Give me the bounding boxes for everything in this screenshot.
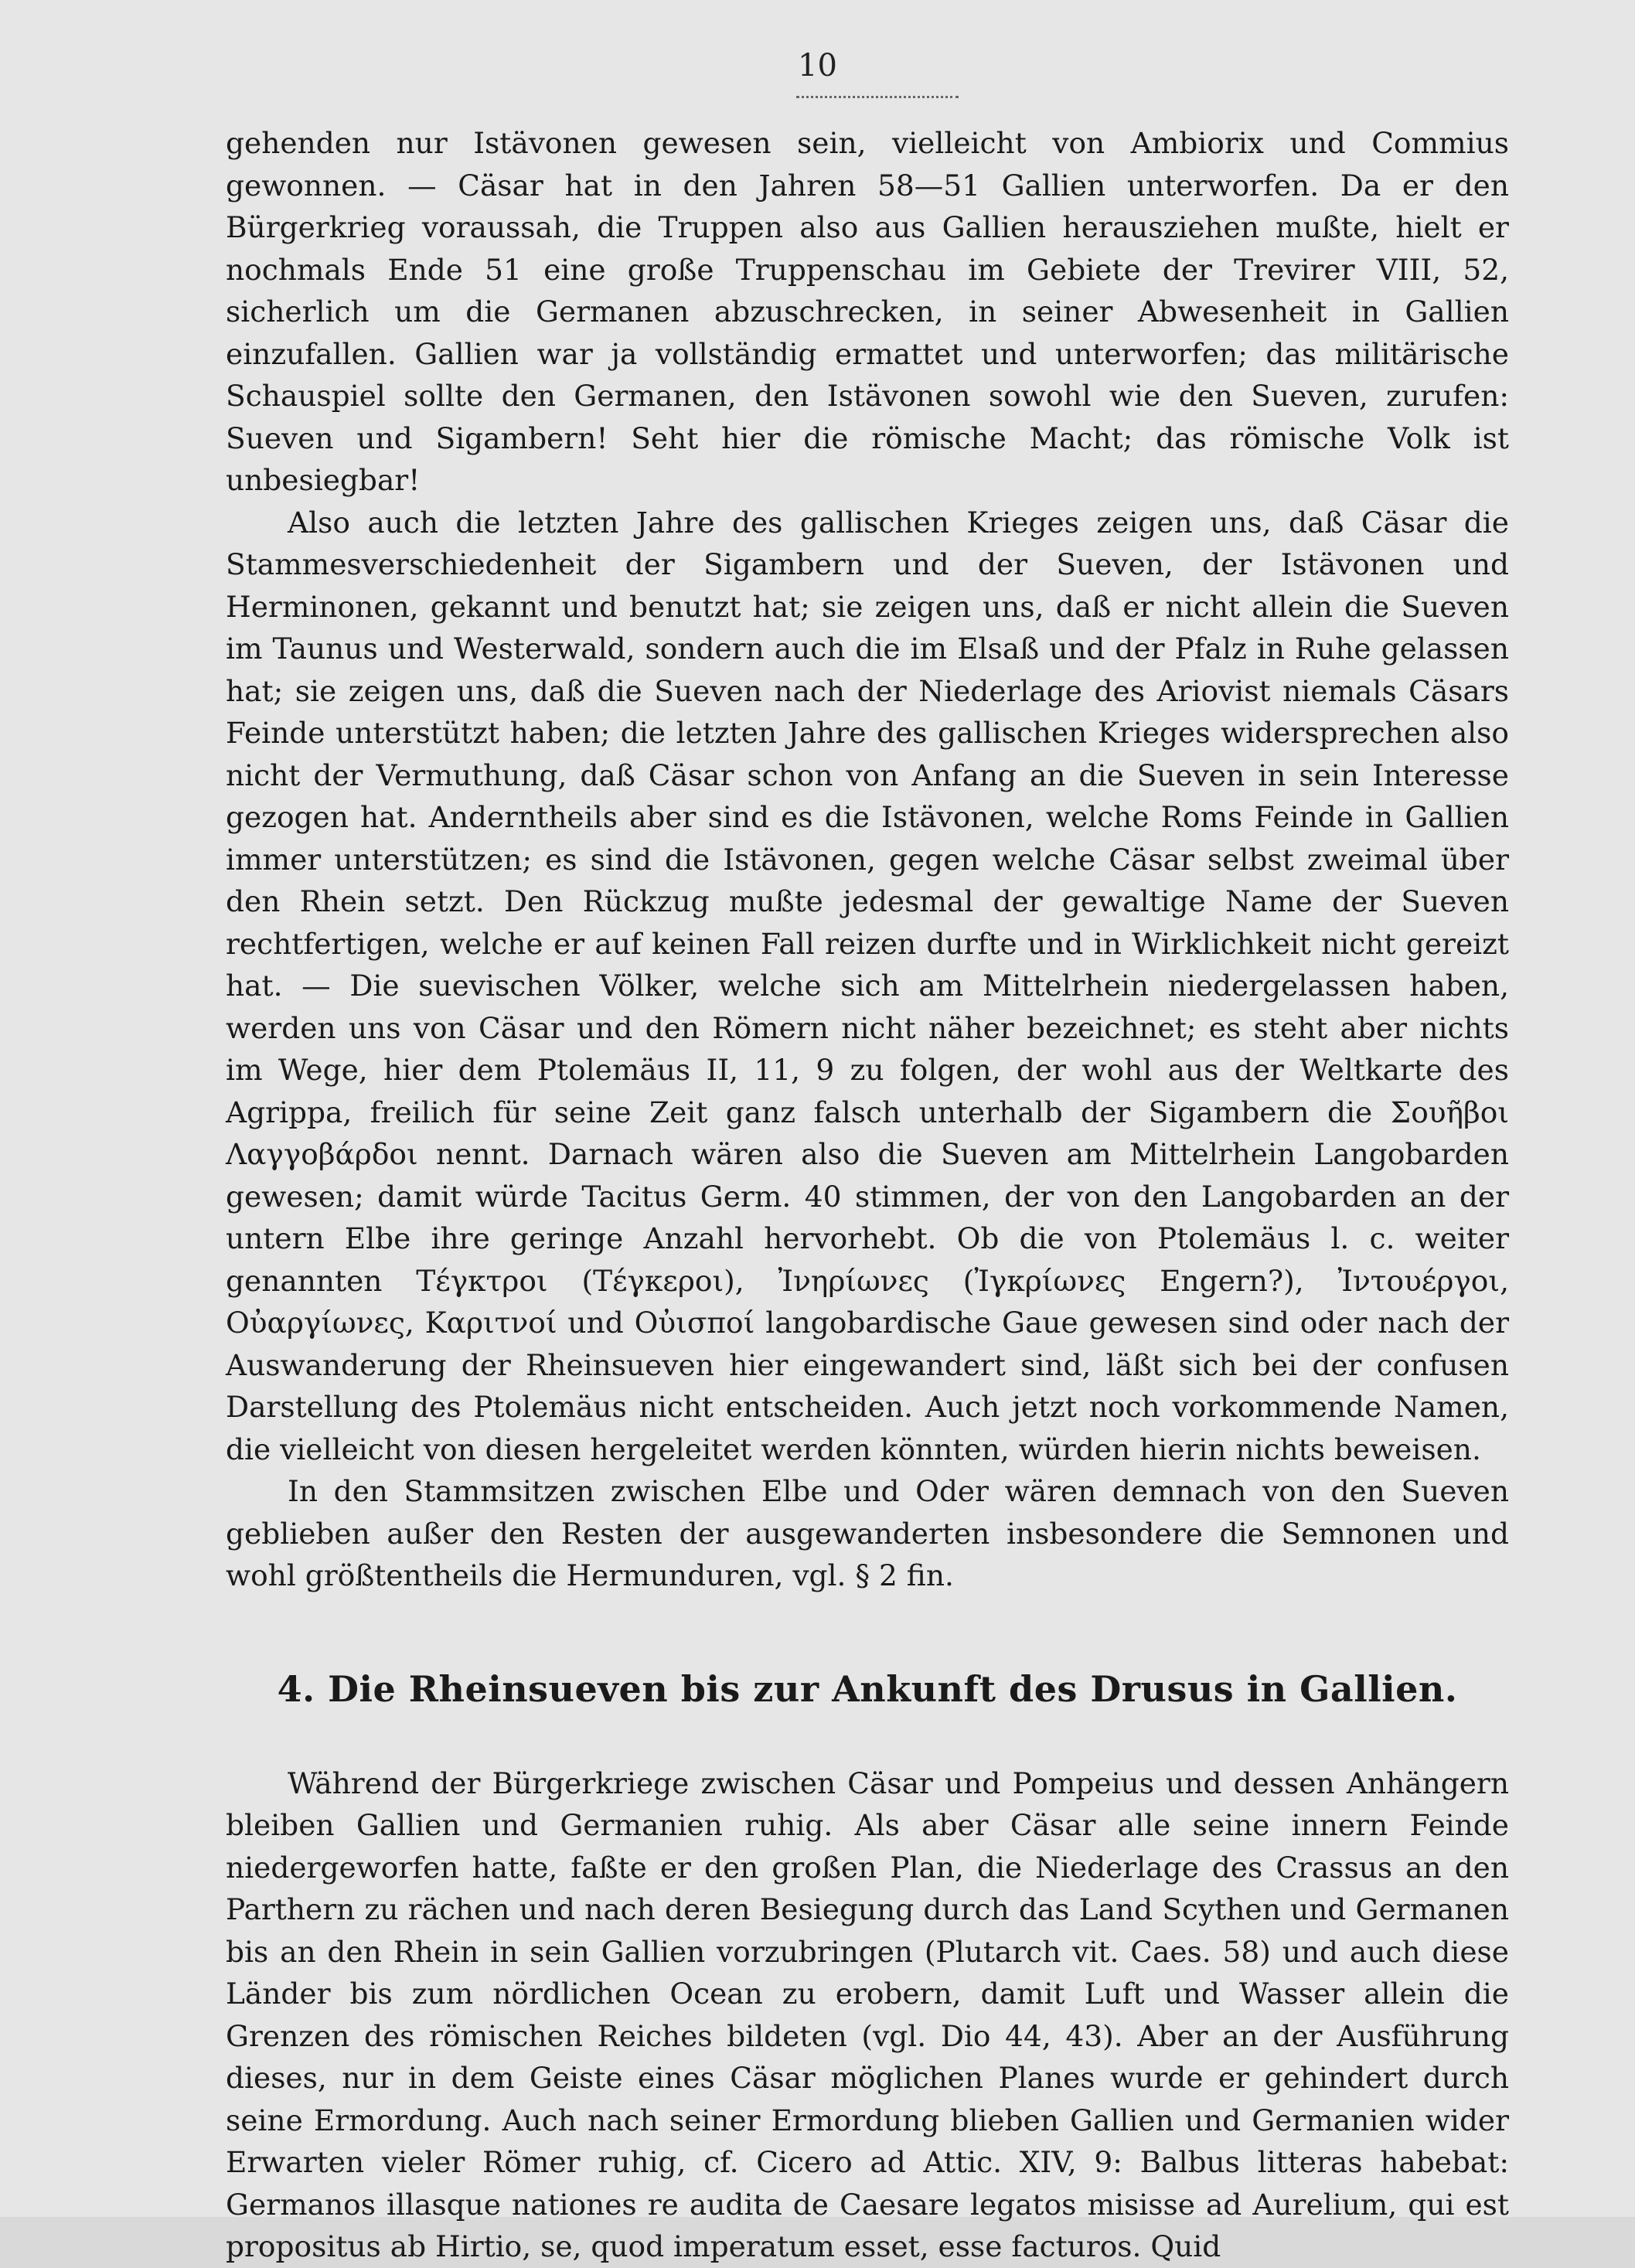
paragraph-3: In den Stammsitzen zwischen Elbe und Oder wären demnach von den Sueven geblieben außer den Resten der ausgewanderten insbesondere die Semnonen und wohl größtentheils die Hermunduren, vgl. § 2 fin. bbox=[226, 1474, 1509, 1592]
section-paragraph-1: Während der Bürgerkriege zwischen Cäsar und Pompeius und dessen Anhängern bleiben Gallien und Germanien ruhig. Als aber Cäsar alle seine innern Feinde niedergeworfen hatte, faßte er den großen Plan, die Niederlage des Crassus an den Parthern zu rächen und nach deren Besiegung durch das Land Scythen und Germanen bis an den Rhein in sein Gallien vorzubringen (Plutarch vit. Caes. 58) und auch diese Länder bis zum nördlichen Ocean zu erobern, damit Luft und Wasser allein die Grenzen des römischen Reiches bildeten (vgl. Dio 44, 43). Aber an der Ausführung dieses, nur in dem Geiste eines Cäsar möglichen Planes wurde er gehindert durch seine Ermordung. Auch nach seiner Ermordung blieben Gallien und Germanien wider Erwarten vieler Römer ruhig, cf. Cicero ad Attic. XIV, 9: Balbus litteras habebat: Germanos illasque nationes re audita de Caesare legatos misisse ad Aurelium, qui est propositus ab Hirtio, se, quod imperatum esset, esse facturos. Quid bbox=[226, 1766, 1509, 2263]
section-heading: 4. Die Rheinsueven bis zur Ankunft des Drusus in Gallien. bbox=[277, 1667, 1458, 1710]
paragraph-2: Also auch die letzten Jahre des gallischen Krieges zeigen uns, daß Cäsar die Stammesverschiedenheit der Sigambern und der Sueven, der Istävonen und Herminonen, gekannt und benutzt hat; sie zeigen uns, daß er nicht allein die Sueven im Taunus und Westerwald, sondern auch die im Elsaß und der Pfalz in Ruhe gelassen hat; sie zeigen uns, daß die Sueven nach der Niederlage des Ariovist niemals Cäsars Feinde unterstützt haben; die letzten Jahre des gallischen Krieges widersprechen also nicht der Vermuthung, daß Cäsar schon von Anfang an die Sueven in sein Interesse gezogen hat. Anderntheils aber sind es die Istävonen, welche Roms Feinde in Gallien immer unterstützen; es sind die Istävonen, gegen welche Cäsar selbst zweimal über den Rhein setzt. Den Rückzug mußte jedesmal der gewaltige Name der Sueven rechtfertigen, welche er auf keinen Fall reizen durfte und in Wirklichkeit nicht gereizt hat. — Die suevischen Völker, welche sich am Mittelrhein niedergelassen haben, werden uns von Cäsar und den Römern nicht näher bezeichnet; es steht aber nichts im Wege, hier dem Ptolemäus II, 11, 9 zu folgen, der wohl aus der Weltkarte des Agrippa, freilich für seine Zeit ganz falsch unterhalb der Sigambern die Σουῆβοι Λαγγοβάρδοι nennt. Darnach wären also die Sueven am Mittelrhein Langobarden gewesen; damit würde Tacitus Germ. 40 stimmen, der von den Langobarden an der untern Elbe ihre geringe Anzahl hervorhebt. Ob die von Ptolemäus l. c. weiter genannten Τέγκτροι (Τέγκεροι), Ἰνηρίωνες (Ἰγκρίωνες Engern?), Ἰντουέργοι, Οὐαργίωνες, Καριτνοί und Οὐισποί langobardische Gaue gewesen sind oder nach der Auswanderung der Rheinsueven hier eingewandert sind, läßt sich bei der confusen Darstellung des Ptolemäus nicht entscheiden. Auch jetzt noch vorkommende Namen, die vielleicht von diesen hergeleitet werden könnten, würden hierin nichts beweisen. bbox=[226, 505, 1509, 1466]
page-number-ornament bbox=[796, 90, 959, 98]
paragraph-1: gehenden nur Istävonen gewesen sein, vielleicht von Ambiorix und Commius gewonnen. — Cäsar hat in den Jahren 58—51 Gallien unterworfen. Da er den Bürgerkrieg voraussah, die Truppen also aus Gallien herausziehen mußte, hielt er nochmals Ende 51 eine große Truppenschau im Gebiete der Trevirer VIII, 52, sicherlich um die Germanen abzuschrecken, in seiner Abwesenheit in Gallien einzufallen. Gallien war ja vollständig ermattet und unterworfen; das militärische Schauspiel sollte den Germanen, den Istävonen sowohl wie den Sueven, zurufen: Sueven und Sigambern! Seht hier die römische Macht; das römische Volk ist unbesiegbar! bbox=[226, 126, 1509, 497]
page-body bbox=[226, 122, 1509, 2268]
page-number: 10 bbox=[798, 48, 837, 83]
